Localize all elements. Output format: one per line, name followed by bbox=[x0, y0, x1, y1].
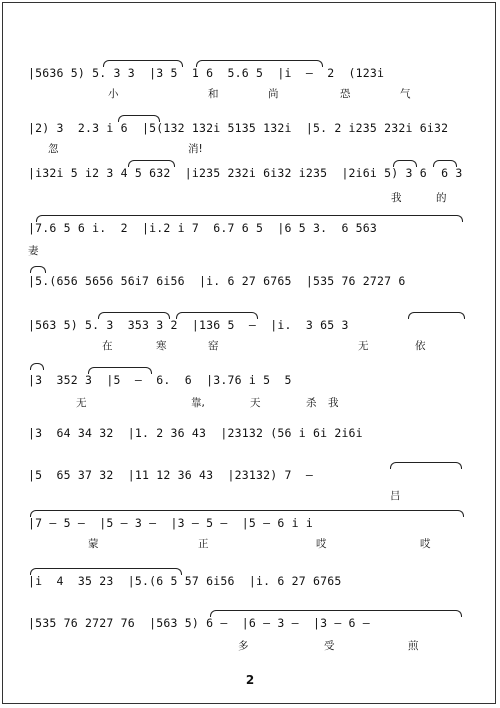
notation-line: |5.(656 5656 56i7 6i56 |i. 6 27 6765 |535 76 2727 6 bbox=[28, 274, 406, 288]
slur bbox=[393, 160, 417, 167]
slur bbox=[88, 367, 152, 374]
lyric: 煎 bbox=[408, 640, 419, 652]
notation-line: |2) 3 2.3 i 6 |5(132 132i 5135 132i |5. 2 i235 232i 6i32 bbox=[28, 121, 449, 135]
lyric: 吕 bbox=[390, 490, 401, 502]
lyric: 正 bbox=[198, 538, 209, 550]
lyric: 依 bbox=[415, 340, 426, 352]
notation-line: |5 65 37 32 |11 12 36 43 |23132) 7 – bbox=[28, 468, 313, 482]
score-row-7 bbox=[28, 367, 478, 423]
slur bbox=[390, 462, 462, 469]
score-row-12 bbox=[28, 610, 478, 666]
slur bbox=[176, 312, 258, 319]
slur bbox=[30, 363, 44, 370]
lyric: 哎 bbox=[420, 538, 431, 550]
lyric: 在 bbox=[102, 340, 113, 352]
lyric: 窑 bbox=[208, 340, 219, 352]
lyric: 靠, bbox=[191, 397, 205, 409]
score-row-1 bbox=[28, 60, 478, 116]
notation-line: |535 76 2727 76 |563 5) 6 – |6 – 3 – |3 – 6 – bbox=[28, 616, 370, 630]
lyric: 消! bbox=[188, 143, 203, 155]
lyric: 恐 bbox=[340, 88, 351, 100]
score-row-3 bbox=[28, 160, 478, 216]
slur bbox=[433, 160, 457, 167]
page-number: 2 bbox=[245, 673, 255, 687]
lyric: 无 bbox=[76, 397, 87, 409]
lyric: 妻 bbox=[28, 245, 39, 257]
lyric: 杀 bbox=[306, 397, 317, 409]
lyric: 忽 bbox=[48, 143, 59, 155]
slur bbox=[408, 312, 465, 319]
lyric: 小 bbox=[108, 88, 119, 100]
slur bbox=[36, 215, 463, 222]
notation-line: |i32i 5 i2 3 4 5 632 |i235 232i 6i32 i235 |2i6i 5) 3 6 6 3 bbox=[28, 166, 463, 180]
notation-line: |3 64 34 32 |1. 2 36 43 |23132 (56 i 6i 2i6i bbox=[28, 426, 363, 440]
lyric: 蒙 bbox=[88, 538, 99, 550]
notation-line: |i 4 35 23 |5.(6 5 57 6i56 |i. 6 27 6765 bbox=[28, 574, 342, 588]
lyric: 多 bbox=[238, 640, 249, 652]
lyric: 天 bbox=[250, 397, 261, 409]
slur bbox=[118, 115, 160, 122]
lyric: 无 bbox=[358, 340, 369, 352]
score-row-10 bbox=[28, 510, 478, 566]
notation-line: |3 352 3 |5 – 6. 6 |3.76 i 5 5 bbox=[28, 373, 292, 387]
lyric: 受 bbox=[324, 640, 335, 652]
slur bbox=[196, 60, 323, 67]
lyric: 我 bbox=[328, 397, 339, 409]
slur bbox=[98, 312, 170, 319]
lyric: 哎 bbox=[316, 538, 327, 550]
lyric: 和 bbox=[208, 88, 219, 100]
notation-line: |563 5) 5. 3 353 3 2 |136 5 – |i. 3 65 3 bbox=[28, 318, 349, 332]
lyric: 尚 bbox=[268, 88, 279, 100]
slur bbox=[30, 510, 464, 517]
slur bbox=[103, 60, 183, 67]
slur bbox=[30, 568, 182, 575]
slur bbox=[128, 160, 175, 167]
lyric: 的 bbox=[436, 192, 447, 204]
lyric: 寒 bbox=[156, 340, 167, 352]
lyric: 气 bbox=[400, 88, 411, 100]
notation-line: |7.6 5 6 i. 2 |i.2 i 7 6.7 6 5 |6 5 3. 6 563 bbox=[28, 221, 378, 235]
notation-line: |7 – 5 – |5 – 3 – |3 – 5 – |5 – 6 i i bbox=[28, 516, 313, 530]
score-row-6 bbox=[28, 312, 478, 368]
notation-line: |5636 5) 5. 3 3 |3 5 1 6 5.6 5 |i – 2 (123i bbox=[28, 66, 385, 80]
lyric: 我 bbox=[391, 192, 402, 204]
slur bbox=[210, 610, 462, 617]
score-row-4 bbox=[28, 215, 478, 271]
slur bbox=[30, 266, 46, 273]
